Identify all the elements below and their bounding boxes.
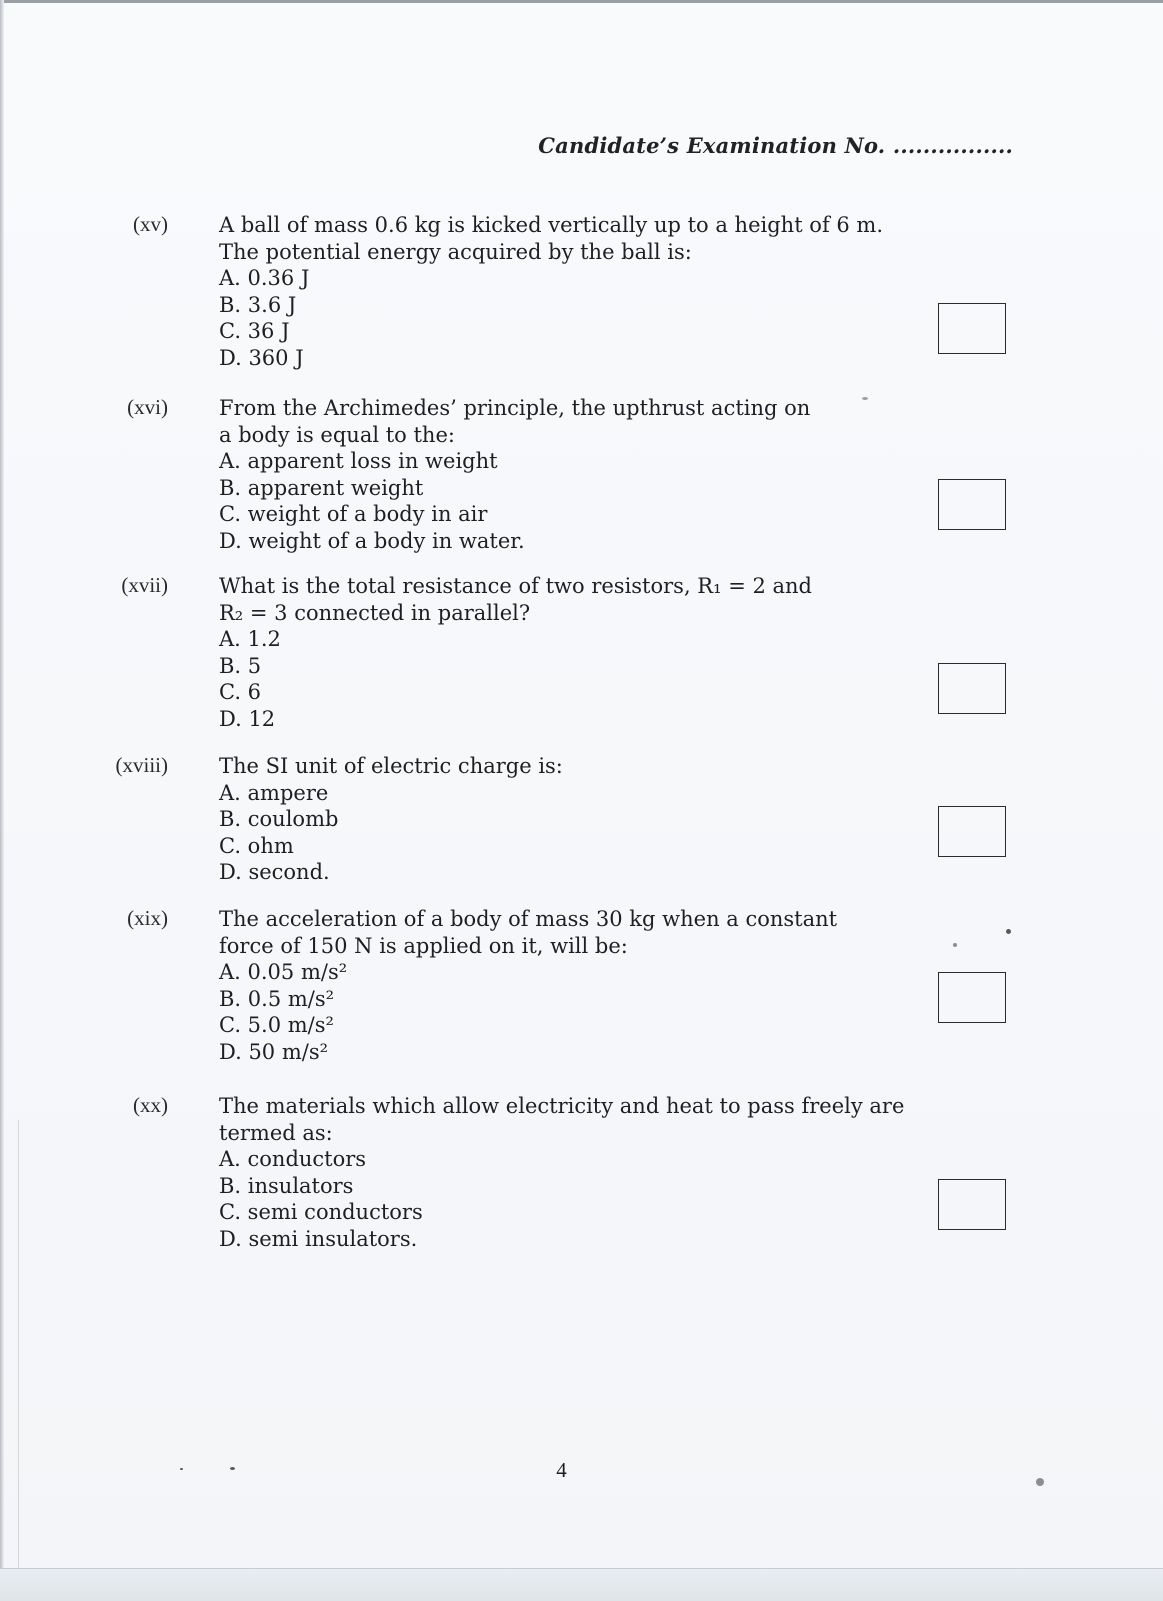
- question-body: [219, 753, 939, 886]
- option-d: D. 12: [219, 706, 276, 731]
- question-body: [219, 212, 939, 371]
- option-c: C. semi conductors: [219, 1200, 423, 1224]
- candidate-examination-number-label: Candidate’s Examination No. ................: [538, 133, 1013, 158]
- option-c: C. ohm: [219, 833, 294, 858]
- scan-speck: [230, 1467, 235, 1470]
- answer-box-xviii[interactable]: [938, 806, 1006, 857]
- option-b: B. insulators: [219, 1173, 354, 1198]
- option-a: A. ampere: [219, 780, 329, 805]
- option-a: A. 0.36 J: [219, 266, 310, 290]
- option-c: C. weight of a body in air: [219, 502, 488, 526]
- option-a: A. 0.05 m/s²: [219, 960, 348, 984]
- page-left-fold: [18, 1120, 19, 1570]
- option-a: A. conductors: [219, 1147, 367, 1171]
- scan-speck: [1006, 929, 1011, 934]
- answer-box-xix[interactable]: [938, 972, 1006, 1023]
- option-d: D. weight of a body in water.: [219, 528, 525, 553]
- option-b: B. 3.6 J: [219, 292, 297, 317]
- question-number: (xvi): [127, 395, 168, 419]
- option-a: A. apparent loss in weight: [219, 449, 498, 473]
- page-top-edge: [0, 0, 1163, 3]
- page-number: 4: [556, 1458, 567, 1482]
- option-b: B. coulomb: [219, 807, 339, 831]
- option-b: B. 5: [219, 653, 262, 678]
- question-number: (xv): [133, 212, 168, 236]
- question-body: [219, 906, 939, 1065]
- option-d: D. semi insulators.: [219, 1226, 418, 1251]
- question-body: [219, 573, 939, 732]
- question-number: (xix): [127, 906, 168, 930]
- question-text: The materials which allow electricity and heat to pass freely are termed as:: [219, 1094, 905, 1145]
- option-c: C. 6: [219, 680, 262, 704]
- question-text: The SI unit of electric charge is:: [219, 754, 563, 778]
- option-d: D. second.: [219, 860, 330, 884]
- question-text: What is the total resistance of two resistors, R₁ = 2 and R₂ = 3 connected in parallel?: [219, 574, 813, 625]
- scan-speck: [1036, 1478, 1044, 1486]
- option-d: D. 360 J: [219, 345, 304, 370]
- question-text: The acceleration of a body of mass 30 kg when a constant force of 150 N is applied on it, will be:: [219, 907, 838, 958]
- scan-speck: [180, 1468, 183, 1470]
- scan-speck: [862, 397, 868, 400]
- question-number: (xvii): [121, 573, 168, 597]
- question-number: (xx): [133, 1093, 168, 1117]
- option-a: A. 1.2: [219, 627, 281, 651]
- option-c: C. 5.0 m/s²: [219, 1013, 334, 1037]
- question-number: (xviii): [115, 753, 168, 777]
- answer-box-xv[interactable]: [938, 303, 1006, 354]
- question-text: From the Archimedes’ principle, the upthrust acting on a body is equal to the:: [219, 396, 811, 447]
- option-b: B. 0.5 m/s²: [219, 986, 335, 1011]
- question-body: [219, 395, 939, 554]
- option-b: B. apparent weight: [219, 475, 424, 500]
- option-c: C. 36 J: [219, 319, 290, 343]
- option-d: D. 50 m/s²: [219, 1039, 329, 1064]
- answer-box-xvi[interactable]: [938, 479, 1006, 530]
- page-left-edge: [0, 0, 4, 1600]
- scan-speck: [953, 943, 957, 947]
- page-bottom-edge: [0, 1568, 1163, 1601]
- question-text: A ball of mass 0.6 kg is kicked vertically up to a height of 6 m. The potential energy acquired by the ball is:: [219, 213, 884, 264]
- answer-box-xvii[interactable]: [938, 663, 1006, 714]
- question-body: [219, 1093, 939, 1252]
- answer-box-xx[interactable]: [938, 1179, 1006, 1230]
